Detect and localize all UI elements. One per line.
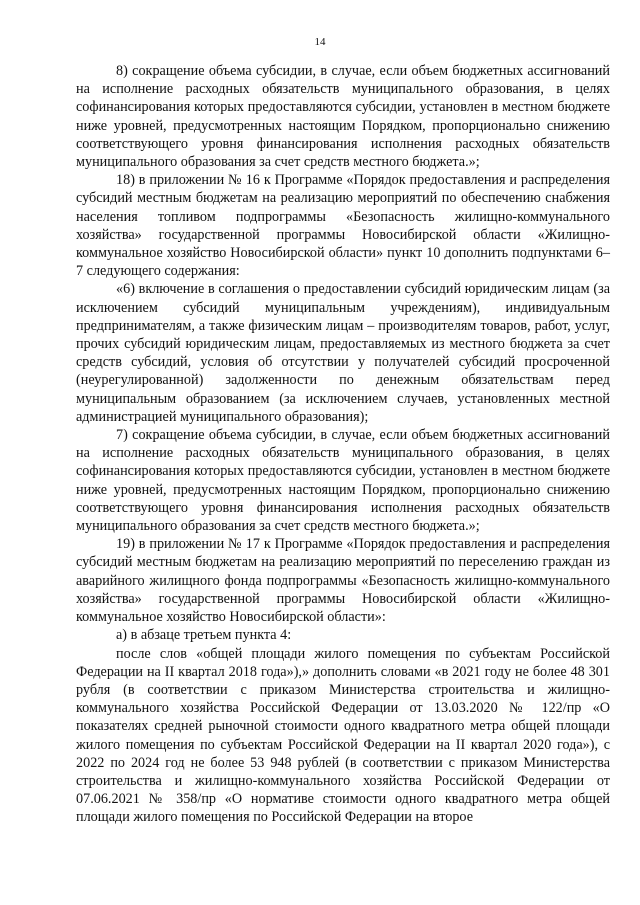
page-number: 14 <box>314 36 326 48</box>
paragraph-subitem-7: 7) сокращение объема субсидии, в случае, если объем бюджетных ассигнований на исполнение расходных обязательств муниципального образования, в целях софинансирования которых предоставляются субсидии, установлен в местном бюджете ниже уровней, предусмотренных настоящим Порядком, пропорционально снижению соответствующего уровня финансирования исполнения расходных обязательств муниципального образования за счет средств местного бюджета.»; <box>76 427 610 535</box>
paragraph-item-8: 8) сокращение объема субсидии, в случае, если объем бюджетных ассигнований на исполнение расходных обязательств муниципального образования, в целях софинансирования которых предоставляются субсидии, установлен в местном бюджете ниже уровней, предусмотренных настоящим Порядком, пропорционально снижению соответствующего уровня финансирования исполнения расходных обязательств муниципального образования за счет средств местного бюджета.»; <box>76 63 610 171</box>
paragraph-item-18: 18) в приложении № 16 к Программе «Порядок предоставления и распределения субсидий местным бюджетам на реализацию мероприятий по обеспечению снабжения населения топливом подпрограммы «Безопасность жилищно-коммунального хозяйства» государственной программы Новосибирской области «Жилищно-коммунальное хозяйство Новосибирской области» пункт 10 дополнить подпунктами 6–7 следующего содержания: <box>76 172 610 280</box>
paragraph-item-19: 19) в приложении № 17 к Программе «Порядок предоставления и распределения субсидий местным бюджетам на реализацию мероприятий по переселению граждан из аварийного жилищного фонда подпрограммы «Безопасность жилищно-коммунального хозяйства» государственной программы Новосибирской области «Жилищно-коммунальное хозяйство Новосибирской области»: <box>76 536 610 626</box>
paragraph-subitem-6: «6) включение в соглашения о предоставлении субсидий юридическим лицам (за исключением субсидий муниципальным учреждениям), индивидуальным предпринимателям, а также физическим лицам – производителям товаров, работ, услуг, прочих субсидий юридическим лицам, предоставляемых из местного бюджета за счет средств субсидий, условия об отсутствии у получателей субсидий просроченной (неурегулированной) задолженности по денежным обязательствам перед муниципальным образованием (за исключением случаев, установленных местной администрацией муниципального образования); <box>76 281 610 425</box>
document-body <box>76 62 610 827</box>
paragraph-amendment-text: после слов «общей площади жилого помещения по субъектам Российской Федерации на II квартал 2018 года»),» дополнить словами «в 2021 году не более 48 301 рубля (в соответствии с приказом Министерства строительства и жилищно-коммунального хозяйства Российской Федерации от 13.03.2020 № 122/пр «О показателях средней рыночной стоимости одного квадратного метра общей площади жилого помещения по субъектам Российской Федерации на II квартал 2020 года»), с 2022 по 2024 год не более 53 948 рублей (в соответствии с приказом Министерства строительства и жилищно-коммунального хозяйства Российской Федерации от 07.06.2021 № 358/пр «О нормативе стоимости одного квадратного метра общей площади жилого помещения по Российской Федерации на второе <box>76 645 610 826</box>
paragraph-subitem-a: а) в абзаце третьем пункта 4: <box>116 627 292 644</box>
